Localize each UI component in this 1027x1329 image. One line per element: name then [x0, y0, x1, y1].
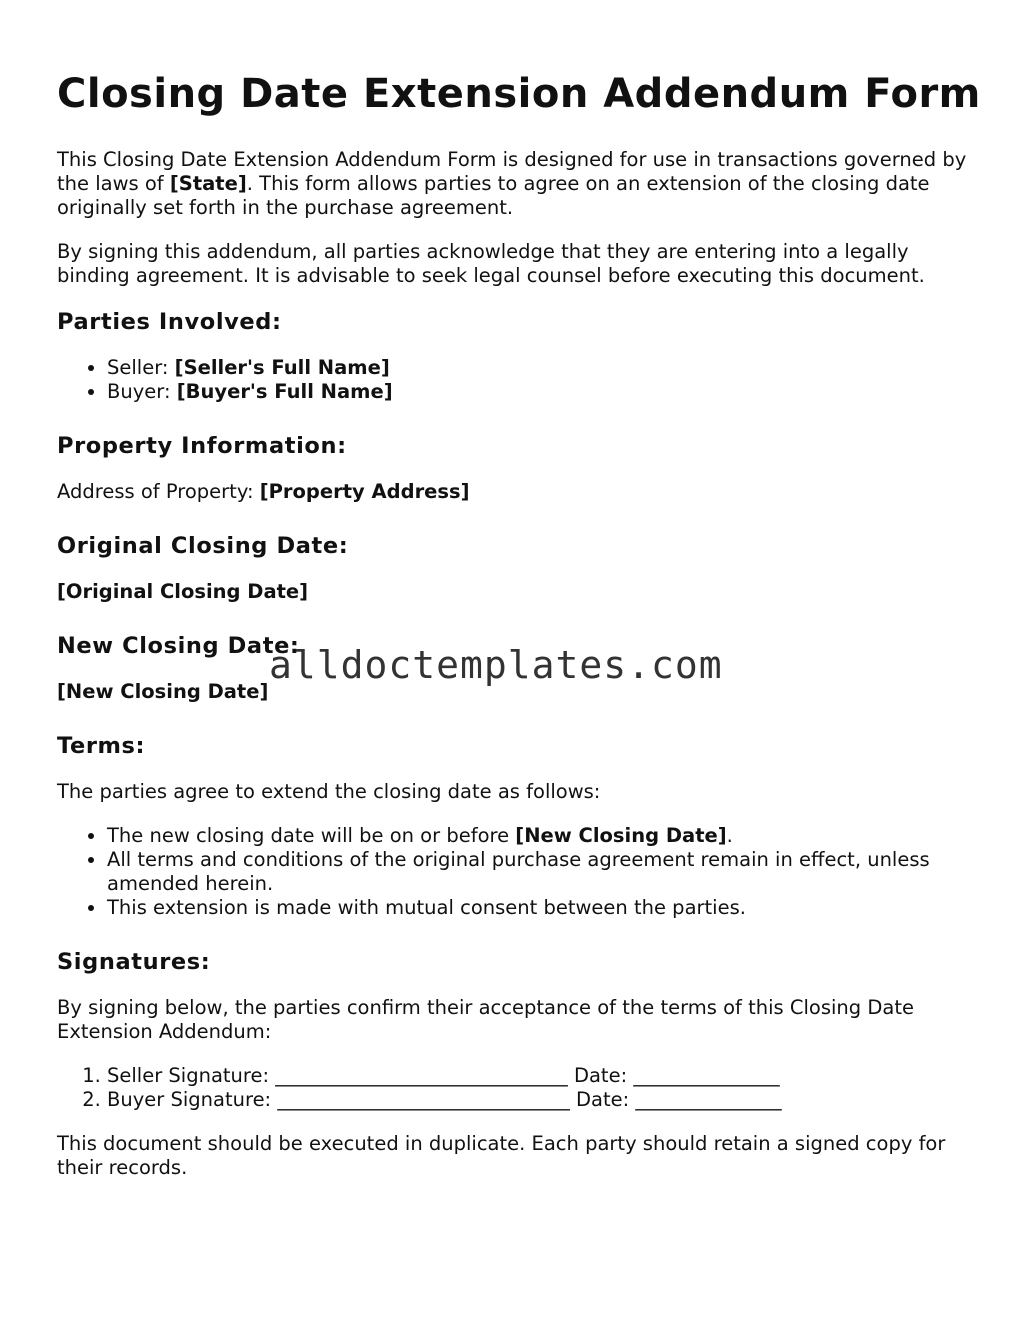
original-date-placeholder: [Original Closing Date] [57, 580, 309, 603]
new-date-line [57, 680, 982, 704]
intro-text-post: . This form allows parties to agree on an extension of the closing date originally set forth in the purchase agreement. [57, 172, 930, 219]
property-heading: Property Information: [57, 433, 347, 459]
acknowledge-paragraph: By signing this addendum, all parties acknowledge that they are entering into a legally binding agreement. It is advisable to seek legal counsel before executing this document. [57, 240, 925, 287]
signatures-heading: Signatures: [57, 949, 211, 975]
terms-item-new-date [107, 824, 982, 848]
parties-list [57, 356, 982, 404]
original-date-line [57, 580, 982, 604]
seller-name-placeholder: [Seller's Full Name] [174, 356, 390, 379]
terms-item1-post: . [726, 824, 733, 847]
buyer-signature-line: 2. Buyer Signature: ______________________________ Date: _______________ [107, 1088, 982, 1112]
terms-item1-pre: The new closing date will be on or before [107, 824, 516, 847]
new-date-heading: New Closing Date: [57, 633, 300, 659]
seller-signature-line: 1. Seller Signature: ______________________________ Date: _______________ [107, 1064, 982, 1088]
watermark-text: alldoctemplates.com [269, 643, 723, 687]
parties-heading: Parties Involved: [57, 309, 282, 335]
terms-intro: The parties agree to extend the closing date as follows: [57, 780, 601, 803]
seller-label: Seller: [107, 356, 175, 379]
signatures-intro: By signing below, the parties confirm their acceptance of the terms of this Closing Date Extension Addendum: [57, 996, 914, 1043]
intro-text-pre: This Closing Date Extension Addendum Form is designed for use in transactions governed by the laws of [57, 148, 967, 195]
buyer-name-placeholder: [Buyer's Full Name] [176, 380, 393, 403]
terms-list [57, 824, 982, 920]
original-date-heading: Original Closing Date: [57, 533, 349, 559]
property-address-line [57, 480, 982, 504]
seller-item [107, 356, 982, 380]
new-date-placeholder: [New Closing Date] [57, 680, 269, 703]
signatures-list [57, 1064, 982, 1112]
buyer-label: Buyer: [107, 380, 177, 403]
terms-item1-date-placeholder: [New Closing Date] [515, 824, 727, 847]
terms-item-consent: • This extension is made with mutual consent between the parties. [107, 896, 982, 920]
document-page [57, 70, 982, 1200]
buyer-item [107, 380, 982, 404]
intro-paragraph [57, 148, 982, 220]
closing-note: This document should be executed in duplicate. Each party should retain a signed copy for their records. [57, 1132, 946, 1179]
property-label: Address of Property: [57, 480, 260, 503]
property-address-placeholder: [Property Address] [259, 480, 470, 503]
terms-item-conditions: • All terms and conditions of the original purchase agreement remain in effect, unless amended herein. [107, 848, 982, 896]
state-placeholder: [State] [169, 172, 247, 195]
terms-heading: Terms: [57, 733, 146, 759]
document-title: Closing Date Extension Addendum Form [57, 71, 981, 117]
